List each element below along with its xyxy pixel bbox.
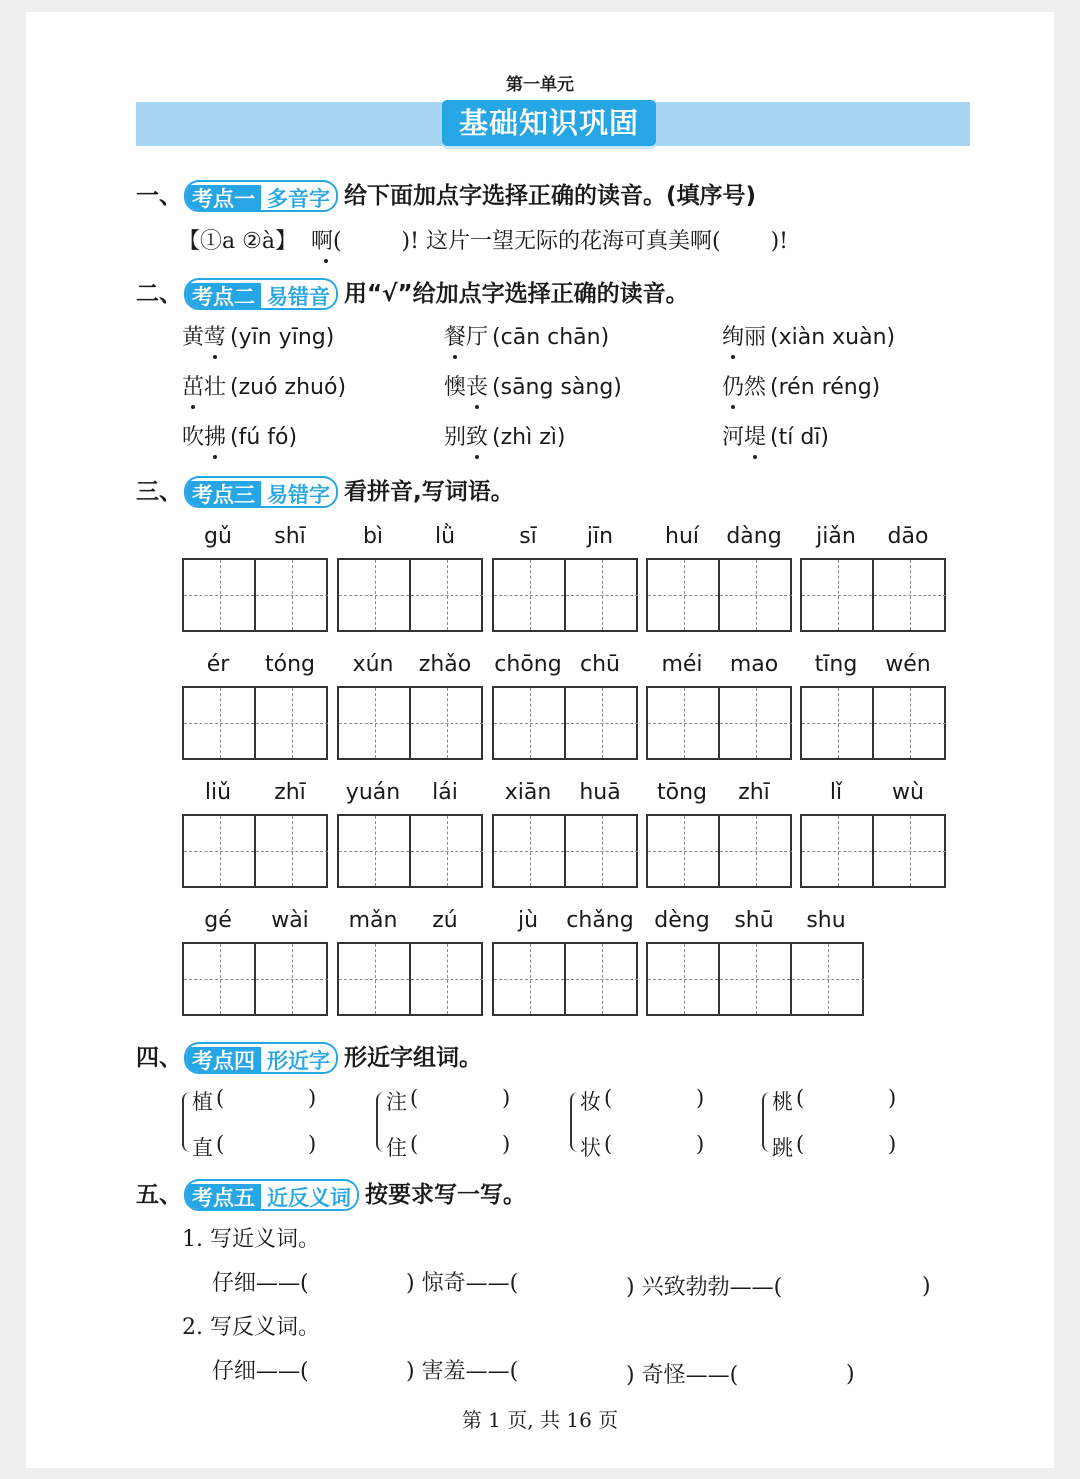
word-char: 厅 [466, 325, 489, 350]
tag-topic: 近反义词 [261, 1184, 357, 1211]
pinyin-label: jiǎn [816, 524, 856, 549]
guide-line [256, 851, 328, 852]
section-4-heading [136, 1040, 482, 1074]
tian-cell[interactable] [720, 944, 792, 1014]
instruction: 形近字组词。 [344, 1044, 482, 1071]
guide-line [494, 723, 564, 724]
pinyin-label: huā [579, 780, 621, 805]
pinyin-options: (zuó zhuó) [230, 375, 347, 400]
synonym-b: ) 惊奇——( [406, 1271, 519, 1296]
pinyin-label: zú [432, 908, 458, 933]
topic-tag [184, 1042, 338, 1074]
tian-cell[interactable] [802, 560, 874, 630]
pinyin-label: jīn [586, 524, 614, 549]
pinyin-label: mǎn [348, 908, 398, 933]
writing-box[interactable] [800, 814, 946, 888]
guide-line [411, 723, 483, 724]
synonym-prompt: 1. 写近义词。 [182, 1227, 320, 1252]
similar-char: 注 [386, 1090, 407, 1114]
pinyin-label: ér [206, 652, 230, 677]
tag-topic: 易错字 [261, 481, 336, 508]
tag-key: 考点四 [186, 1047, 261, 1074]
answer-paren-close: ) [308, 1086, 317, 1110]
word-char: 餐 [444, 320, 466, 351]
pinyin-label: yuán [345, 780, 401, 805]
guide-line [802, 851, 872, 852]
brace [182, 1092, 192, 1152]
word-char: 仍 [722, 370, 744, 401]
guide-line [411, 595, 483, 596]
tian-cell[interactable] [339, 560, 411, 630]
guide-line [802, 723, 872, 724]
tian-cell[interactable] [256, 816, 328, 886]
tian-cell[interactable] [874, 688, 946, 758]
guide-line [339, 851, 409, 852]
pinyin-label: sī [519, 524, 537, 549]
pinyin-label: xiān [504, 780, 552, 805]
word-char: 丧 [466, 370, 488, 401]
tian-cell[interactable] [720, 560, 792, 630]
section-number: 四、 [136, 1044, 182, 1071]
answer-paren-close: ) [888, 1132, 897, 1156]
word-char: 茁 [182, 370, 204, 401]
pinyin-label: shu [806, 908, 846, 933]
writing-box[interactable] [646, 558, 792, 632]
tian-cell[interactable] [648, 688, 720, 758]
pinyin-label: liǔ [204, 780, 232, 805]
tian-cell[interactable] [256, 688, 328, 758]
topic-tag [184, 476, 338, 508]
answer-paren-open: ( [410, 1132, 419, 1156]
antonym-b: ) 害羞——( [406, 1359, 519, 1384]
guide-line [256, 723, 328, 724]
tian-cell[interactable] [566, 560, 638, 630]
sentence-c: )! [770, 229, 788, 254]
answer-paren-close: ) [696, 1086, 705, 1110]
section-number: 三、 [136, 478, 182, 505]
pinyin-label: bì [362, 524, 384, 549]
pinyin-label: tóng [265, 652, 315, 677]
answer-paren-open: ( [604, 1132, 613, 1156]
tian-cell[interactable] [184, 688, 256, 758]
word-char: 别 [444, 425, 467, 450]
guide-line [184, 979, 254, 980]
tian-cell[interactable] [494, 560, 566, 630]
guide-line [494, 851, 564, 852]
tag-topic: 多音字 [261, 185, 336, 212]
writing-box[interactable] [182, 942, 328, 1016]
worksheet-page [26, 12, 1054, 1468]
tian-cell[interactable] [494, 944, 566, 1014]
topic-tag [184, 278, 338, 310]
synonym-c: ) 兴致勃勃——( [626, 1275, 783, 1300]
tag-key: 考点三 [186, 481, 261, 508]
tian-cell[interactable] [339, 816, 411, 886]
brace [376, 1092, 386, 1152]
section-number: 五、 [136, 1181, 182, 1208]
guide-line [720, 979, 790, 980]
tian-cell[interactable] [494, 816, 566, 886]
pinyin-label: mao [729, 652, 779, 677]
guide-line [566, 723, 638, 724]
section-banner: 基础知识巩固 [442, 100, 656, 146]
guide-line [802, 595, 872, 596]
pinyin-label: shū [734, 908, 774, 933]
tian-cell[interactable] [256, 560, 328, 630]
similar-char: 状 [580, 1136, 601, 1160]
writing-box[interactable] [800, 686, 946, 760]
guide-line [792, 979, 864, 980]
answer-paren-close: ) [502, 1086, 511, 1110]
guide-line [256, 979, 328, 980]
pinyin-label: jù [517, 908, 539, 933]
pinyin-label: wài [271, 908, 309, 933]
section-number: 二、 [136, 280, 182, 307]
tian-cell[interactable] [874, 816, 946, 886]
answer-paren-open: ( [410, 1086, 419, 1110]
pinyin-label: méi [661, 652, 703, 677]
writing-box[interactable] [646, 942, 864, 1016]
guide-line [184, 595, 254, 596]
answer-paren-close: ) [308, 1132, 317, 1156]
pinyin-label: gé [204, 908, 232, 933]
guide-line [566, 851, 638, 852]
guide-line [566, 979, 638, 980]
guide-line [648, 595, 718, 596]
pinyin-label: lái [432, 780, 458, 805]
topic-tag [184, 180, 338, 212]
writing-box[interactable] [337, 942, 483, 1016]
page-footer: 第 1 页, 共 16 页 [461, 1408, 619, 1432]
guide-line [184, 851, 254, 852]
instruction: 按要求写一写。 [365, 1181, 526, 1208]
tag-topic: 形近字 [261, 1047, 336, 1074]
word-char: 堤 [744, 420, 766, 451]
pinyin-options: (cān chān) [492, 325, 610, 350]
tag-key: 考点二 [186, 283, 261, 310]
writing-box[interactable] [492, 686, 638, 760]
writing-box[interactable] [492, 558, 638, 632]
word-char: 壮 [204, 375, 227, 400]
guide-line [720, 595, 792, 596]
section-5-heading [136, 1177, 526, 1211]
similar-char: 妆 [580, 1090, 601, 1114]
answer-paren-open: ( [216, 1132, 225, 1156]
tian-cell[interactable] [802, 688, 874, 758]
writing-box[interactable] [337, 558, 483, 632]
pronunciation-item [444, 370, 622, 401]
pronunciation-item [182, 320, 334, 351]
guide-line [494, 595, 564, 596]
pinyin-label: chǎng [566, 908, 634, 933]
word-char: 莺 [204, 320, 226, 351]
tian-cell[interactable] [411, 560, 483, 630]
tian-cell[interactable] [720, 816, 792, 886]
tian-cell[interactable] [411, 944, 483, 1014]
guide-line [494, 979, 564, 980]
pinyin-options: (rén réng) [770, 375, 881, 400]
tian-cell[interactable] [566, 816, 638, 886]
sentence-b: )! 这片一望无际的花海可真美啊( [401, 229, 721, 254]
synonym-a: 仔细——( [212, 1271, 309, 1296]
word-char: 黄 [182, 325, 205, 350]
guide-line [648, 979, 718, 980]
word-char: 绚 [722, 320, 744, 351]
tian-cell[interactable] [339, 944, 411, 1014]
topic-tag [184, 1179, 359, 1211]
tian-cell[interactable] [184, 560, 256, 630]
tian-cell[interactable] [411, 688, 483, 758]
guide-line [339, 723, 409, 724]
guide-line [566, 595, 638, 596]
pinyin-label: shī [274, 524, 306, 549]
tian-cell[interactable] [874, 560, 946, 630]
brace [570, 1092, 580, 1152]
guide-line [648, 723, 718, 724]
writing-box[interactable] [646, 686, 792, 760]
guide-line [874, 595, 946, 596]
guide-line [256, 595, 328, 596]
similar-char: 直 [192, 1136, 213, 1160]
tian-cell[interactable] [802, 816, 874, 886]
guide-line [339, 979, 409, 980]
answer-paren-open: ( [216, 1086, 225, 1110]
antonym-close: ) [846, 1362, 855, 1387]
writing-box[interactable] [337, 814, 483, 888]
synonym-close: ) [922, 1274, 931, 1299]
pinyin-label: dāo [887, 524, 929, 549]
guide-line [184, 723, 254, 724]
word-char: 懊 [444, 375, 467, 400]
sentence-a: 啊( [311, 224, 342, 255]
guide-line [411, 851, 483, 852]
guide-line [720, 723, 792, 724]
writing-box[interactable] [182, 686, 328, 760]
pinyin-options: (zhì zì) [492, 425, 566, 450]
word-char: 吹 [182, 425, 205, 450]
pinyin-label: xún [352, 652, 394, 677]
pronunciation-item [444, 320, 609, 351]
brace [762, 1092, 772, 1152]
answer-paren-close: ) [502, 1132, 511, 1156]
writing-box[interactable] [492, 814, 638, 888]
instruction: 看拼音,写词语。 [344, 478, 514, 505]
pinyin-label: wù [892, 780, 924, 805]
pinyin-options: (xiàn xuàn) [770, 325, 896, 350]
pinyin-options: (sāng sàng) [492, 375, 622, 400]
answer-paren-open: ( [796, 1132, 805, 1156]
pinyin-label: chōng [494, 652, 562, 677]
answer-paren-close: ) [696, 1132, 705, 1156]
guide-line [648, 851, 718, 852]
tian-cell[interactable] [648, 944, 720, 1014]
guide-line [874, 723, 946, 724]
pinyin-label: zhī [738, 780, 770, 805]
tian-cell[interactable] [792, 944, 864, 1014]
tag-key: 考点五 [186, 1184, 261, 1211]
answer-paren-close: ) [888, 1086, 897, 1110]
pinyin-label: chū [580, 652, 620, 677]
similar-char: 桃 [772, 1090, 793, 1114]
writing-box[interactable] [182, 814, 328, 888]
guide-line [339, 595, 409, 596]
similar-char: 住 [386, 1136, 407, 1160]
tag-key: 考点一 [186, 185, 261, 212]
writing-box[interactable] [182, 558, 328, 632]
pinyin-label: lǐ [829, 780, 843, 805]
antonym-prompt: 2. 写反义词。 [182, 1315, 320, 1340]
writing-box[interactable] [492, 942, 638, 1016]
pinyin-label: dàng [726, 524, 782, 549]
word-char: 拂 [204, 420, 226, 451]
pinyin-label: lǜ [434, 524, 456, 549]
guide-line [874, 851, 946, 852]
pinyin-label: gǔ [204, 524, 232, 549]
section-number: 一、 [136, 182, 182, 209]
pronunciation-item [182, 420, 297, 451]
tian-cell[interactable] [648, 816, 720, 886]
section-3-heading [136, 474, 514, 508]
writing-box[interactable] [337, 686, 483, 760]
tian-cell[interactable] [184, 816, 256, 886]
pronunciation-item [722, 370, 880, 401]
tian-cell[interactable] [411, 816, 483, 886]
writing-box[interactable] [800, 558, 946, 632]
tian-cell[interactable] [184, 944, 256, 1014]
unit-title: 第一单元 [506, 75, 574, 95]
pinyin-options: (yīn yīng) [230, 325, 335, 350]
pinyin-label: zhǎo [418, 652, 472, 677]
pinyin-label: wén [885, 652, 931, 677]
tian-cell[interactable] [566, 944, 638, 1014]
tag-topic: 易错音 [261, 283, 336, 310]
tian-cell[interactable] [648, 560, 720, 630]
guide-line [411, 979, 483, 980]
pinyin-label: huí [665, 524, 699, 549]
tian-cell[interactable] [720, 688, 792, 758]
pronunciation-item [722, 320, 895, 351]
antonym-c: ) 奇怪——( [626, 1363, 739, 1388]
antonym-a: 仔细——( [212, 1359, 309, 1384]
word-char: 致 [466, 420, 488, 451]
word-char: 河 [722, 425, 745, 450]
answer-paren-open: ( [796, 1086, 805, 1110]
tian-cell[interactable] [494, 688, 566, 758]
similar-char: 跳 [772, 1136, 793, 1160]
instruction: 用“√”给加点字选择正确的读音。 [344, 280, 689, 307]
answer-paren-open: ( [604, 1086, 613, 1110]
word-char: 丽 [744, 325, 767, 350]
pinyin-options: (fú fó) [230, 425, 298, 450]
guide-line [720, 851, 792, 852]
tian-cell[interactable] [256, 944, 328, 1014]
s1-question-line [178, 224, 788, 255]
pinyin-options: (tí dī) [770, 425, 830, 450]
instruction: 给下面加点字选择正确的读音。(填序号) [344, 182, 757, 209]
tian-cell[interactable] [339, 688, 411, 758]
pinyin-label: tīng [814, 652, 858, 677]
section-2-heading [136, 276, 689, 310]
word-char: 然 [744, 375, 767, 400]
pinyin-label: tōng [657, 780, 707, 805]
pronunciation-item [444, 420, 565, 451]
pinyin-label: zhī [274, 780, 306, 805]
pronunciation-item [722, 420, 829, 451]
writing-box[interactable] [646, 814, 792, 888]
tian-cell[interactable] [566, 688, 638, 758]
options: 【①a ②à】 [178, 229, 297, 254]
section-1-heading [136, 178, 756, 212]
pronunciation-item [182, 370, 346, 401]
similar-char: 植 [192, 1090, 213, 1114]
pinyin-label: dèng [654, 908, 710, 933]
